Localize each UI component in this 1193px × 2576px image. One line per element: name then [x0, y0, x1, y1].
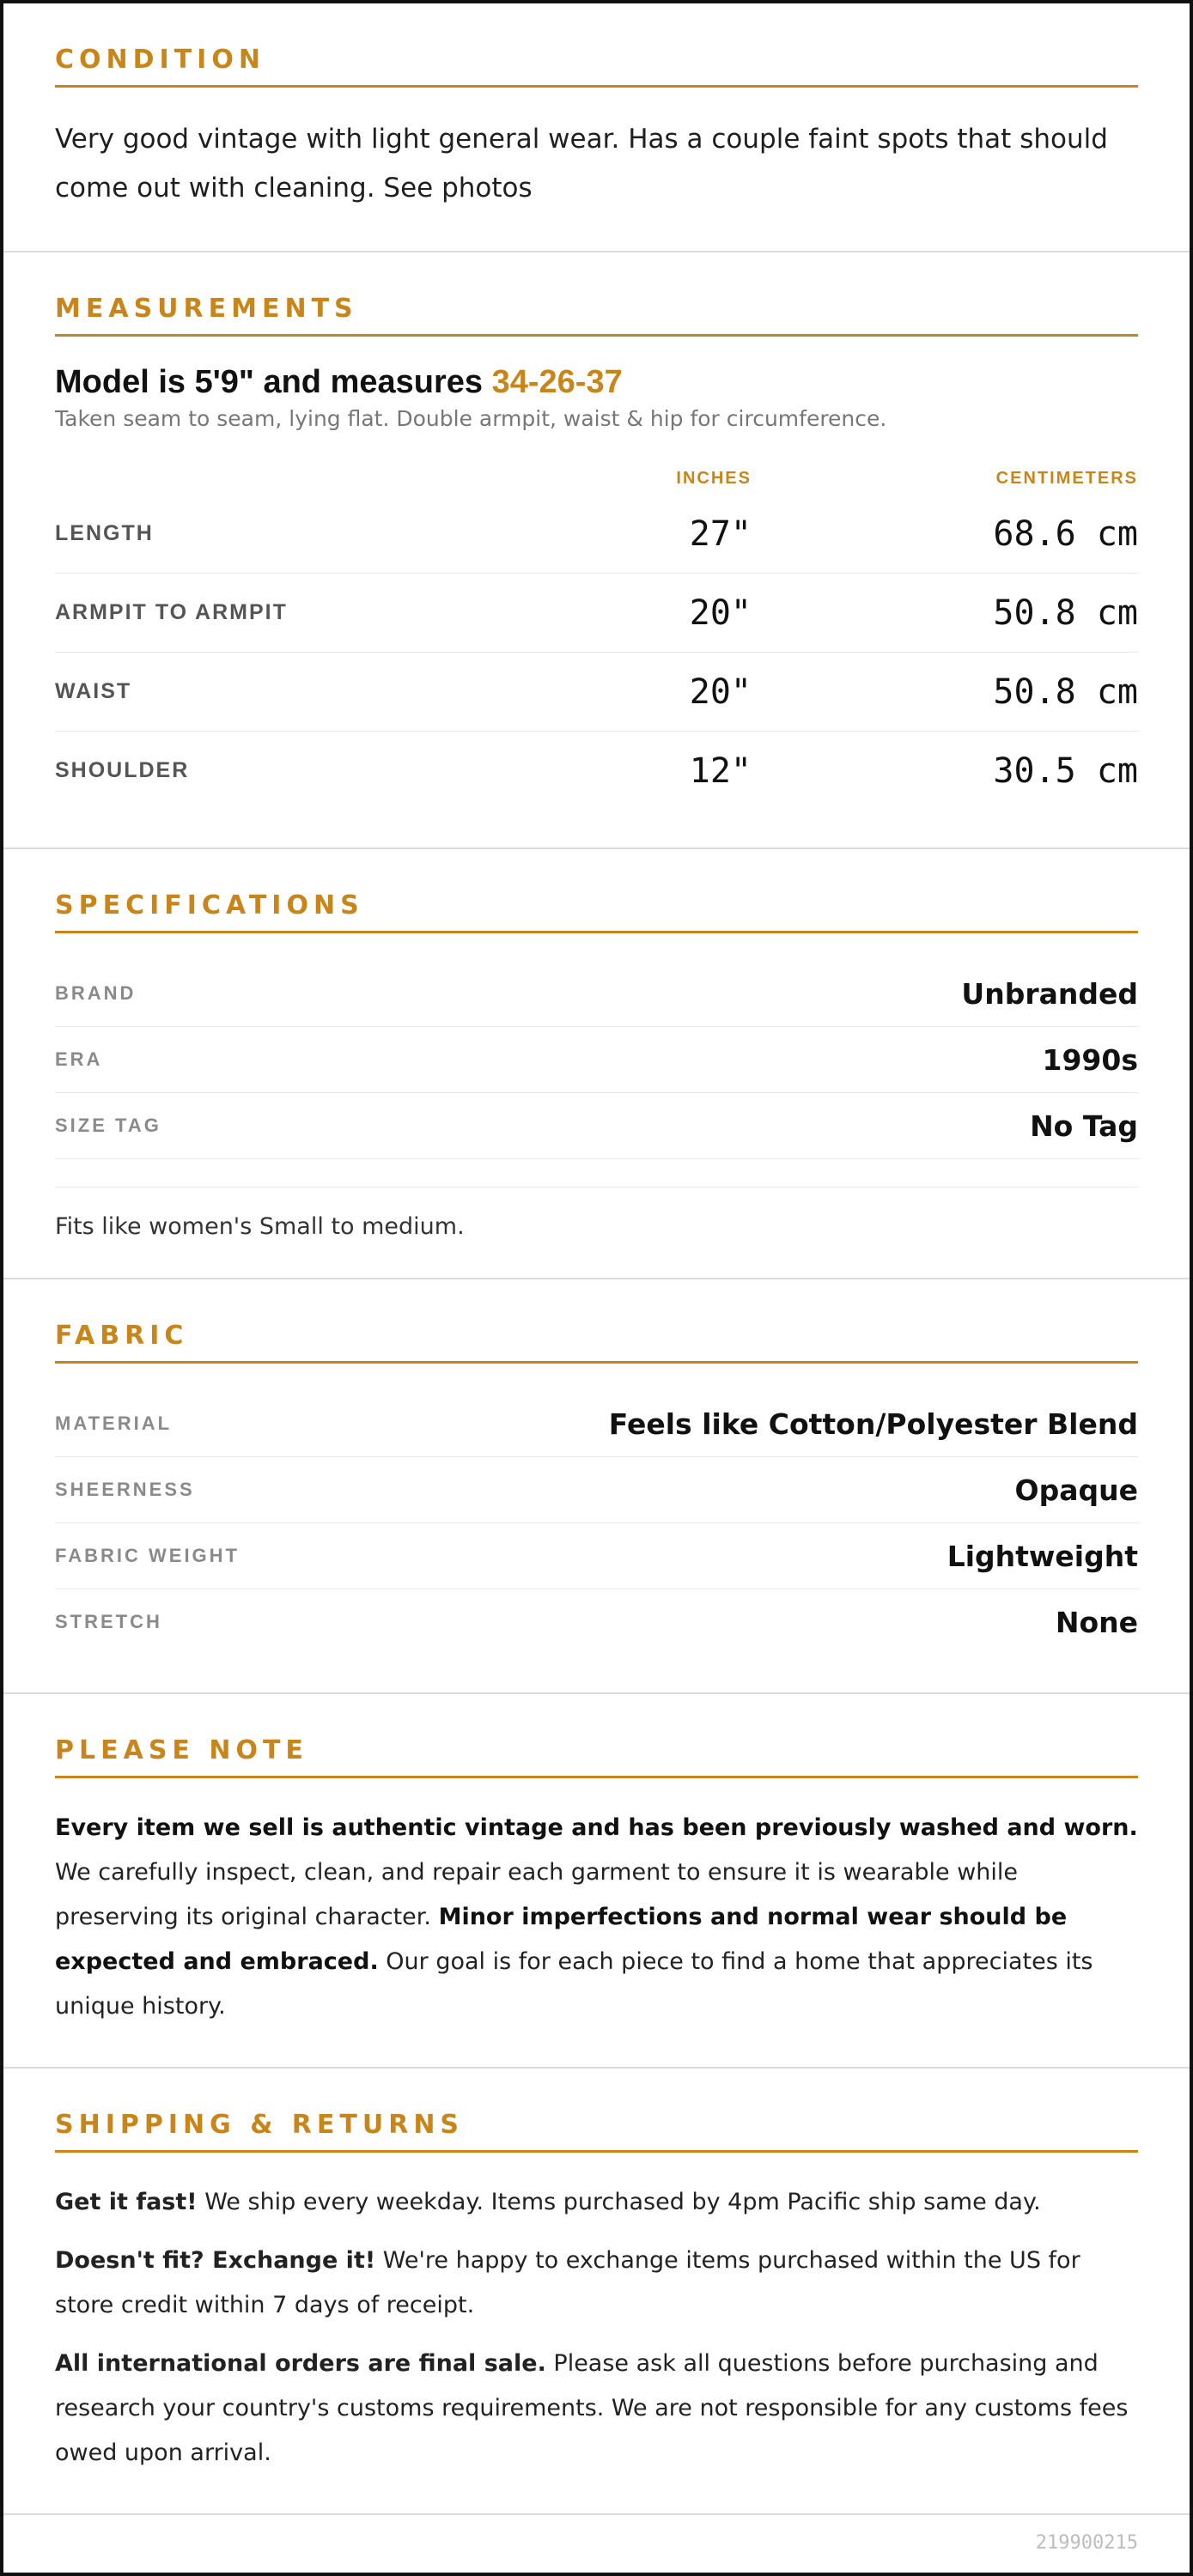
- spec-row-brand: [55, 961, 1138, 1027]
- measurements-header: [55, 462, 1138, 495]
- fabric-row-sheerness: [55, 1457, 1138, 1523]
- spec-label: BRAND: [55, 982, 137, 1004]
- condition-text: Very good vintage with light general wear. Has a couple faint spots that should come out with cleaning. See photos: [55, 124, 1108, 204]
- note-bold-1: Every item we sell is authentic vintage and has been previously washed and worn.: [55, 1814, 1138, 1841]
- measurements-section: [3, 252, 1190, 849]
- item-id-footer: [3, 2515, 1190, 2554]
- divider: [55, 1159, 1138, 1188]
- fabric-value: Opaque: [1014, 1473, 1138, 1507]
- international-paragraph: [55, 2342, 1138, 2476]
- measurement-inches: 12": [689, 750, 752, 791]
- measurement-method-note: Taken seam to seam, lying flat. Double armpit, waist & hip for circumference.: [55, 406, 887, 431]
- shipping-fast-text: We ship every weekday. Items purchased by 4pm Pacific ship same day.: [197, 2189, 1041, 2215]
- spec-row-size-tag: [55, 1093, 1138, 1159]
- spec-value: No Tag: [1030, 1109, 1138, 1143]
- model-measurements: [55, 364, 1138, 401]
- spec-label: SIZE TAG: [55, 1115, 161, 1136]
- fabric-value: None: [1055, 1605, 1138, 1639]
- fabric-label: MATERIAL: [55, 1413, 173, 1434]
- fabric-label: STRETCH: [55, 1611, 162, 1632]
- fabric-row-weight: [55, 1523, 1138, 1589]
- spec-label: ERA: [55, 1048, 103, 1070]
- specifications-title: SPECIFICATIONS: [55, 890, 1138, 933]
- condition-section: [3, 3, 1190, 252]
- model-measurements-value: 34-26-37: [491, 364, 623, 400]
- spec-value: 1990s: [1042, 1042, 1138, 1077]
- exchange-paragraph: [55, 2239, 1138, 2328]
- shipping-fast-paragraph: [55, 2180, 1138, 2225]
- measurement-cm: 68.6 cm: [993, 513, 1138, 554]
- fabric-value: Lightweight: [946, 1539, 1138, 1573]
- measurement-inches: 20": [689, 592, 752, 633]
- measurement-row: [55, 653, 1138, 732]
- specifications-list: [55, 961, 1138, 1159]
- note-text-2: Our goal is for each piece to find a home that appreciates its unique history.: [55, 1948, 1093, 2020]
- please-note-text: [55, 1806, 1138, 2029]
- international-text: Please ask all questions before purchasing and research your country's customs requirements. We are not responsible for any customs fees owed upon arrival.: [55, 2350, 1129, 2466]
- measurements-table: [55, 495, 1138, 810]
- fabric-title: FABRIC: [55, 1321, 1138, 1364]
- shipping-section: [3, 2069, 1190, 2515]
- shipping-title: SHIPPING & RETURNS: [55, 2110, 1138, 2153]
- measurement-row: [55, 574, 1138, 653]
- please-note-title: PLEASE NOTE: [55, 1735, 1138, 1778]
- please-note-section: [3, 1694, 1190, 2069]
- measurement-label: LENGTH: [55, 521, 154, 545]
- spec-value: Unbranded: [961, 976, 1138, 1011]
- fit-note: Fits like women's Small to medium.: [55, 1213, 465, 1240]
- fabric-row-material: [55, 1391, 1138, 1457]
- fabric-label: FABRIC WEIGHT: [55, 1545, 240, 1566]
- measurement-label: SHOULDER: [55, 758, 190, 782]
- fabric-section: [3, 1279, 1190, 1694]
- measurement-row: [55, 732, 1138, 810]
- shipping-fast-bold: Get it fast!: [55, 2189, 198, 2215]
- measurement-label: ARMPIT TO ARMPIT: [55, 600, 288, 624]
- model-measurements-prefix: Model is 5'9" and measures: [55, 364, 492, 400]
- international-bold: All international orders are final sale.: [55, 2350, 546, 2377]
- measurement-row: [55, 495, 1138, 574]
- item-id: 219900215: [1035, 2532, 1138, 2554]
- fabric-row-stretch: [55, 1589, 1138, 1655]
- spec-row-era: [55, 1027, 1138, 1093]
- column-header-centimeters: CENTIMETERS: [995, 468, 1138, 488]
- measurement-label: WAIST: [55, 679, 132, 703]
- condition-title: CONDITION: [55, 45, 1138, 88]
- fabric-label: SHEERNESS: [55, 1479, 195, 1500]
- measurement-cm: 50.8 cm: [993, 592, 1138, 633]
- fabric-list: [55, 1391, 1138, 1655]
- measurement-cm: 50.8 cm: [993, 671, 1138, 712]
- measurement-inches: 20": [689, 671, 752, 712]
- specifications-section: [3, 849, 1190, 1279]
- exchange-text: We're happy to exchange items purchased within the US for store credit within 7 days of receipt.: [55, 2247, 1080, 2318]
- measurement-inches: 27": [689, 513, 752, 554]
- fabric-value: Feels like Cotton/Polyester Blend: [608, 1406, 1138, 1441]
- exchange-bold: Doesn't fit? Exchange it!: [55, 2247, 376, 2274]
- note-bold-2: Minor imperfections and normal wear should be expected and embraced.: [55, 1904, 1068, 1975]
- column-header-inches: INCHES: [676, 468, 752, 488]
- note-text-1: We carefully inspect, clean, and repair each garment to ensure it is wearable while preserving its original character.: [55, 1859, 1019, 1930]
- measurement-cm: 30.5 cm: [993, 750, 1138, 791]
- measurements-title: MEASUREMENTS: [55, 294, 1138, 337]
